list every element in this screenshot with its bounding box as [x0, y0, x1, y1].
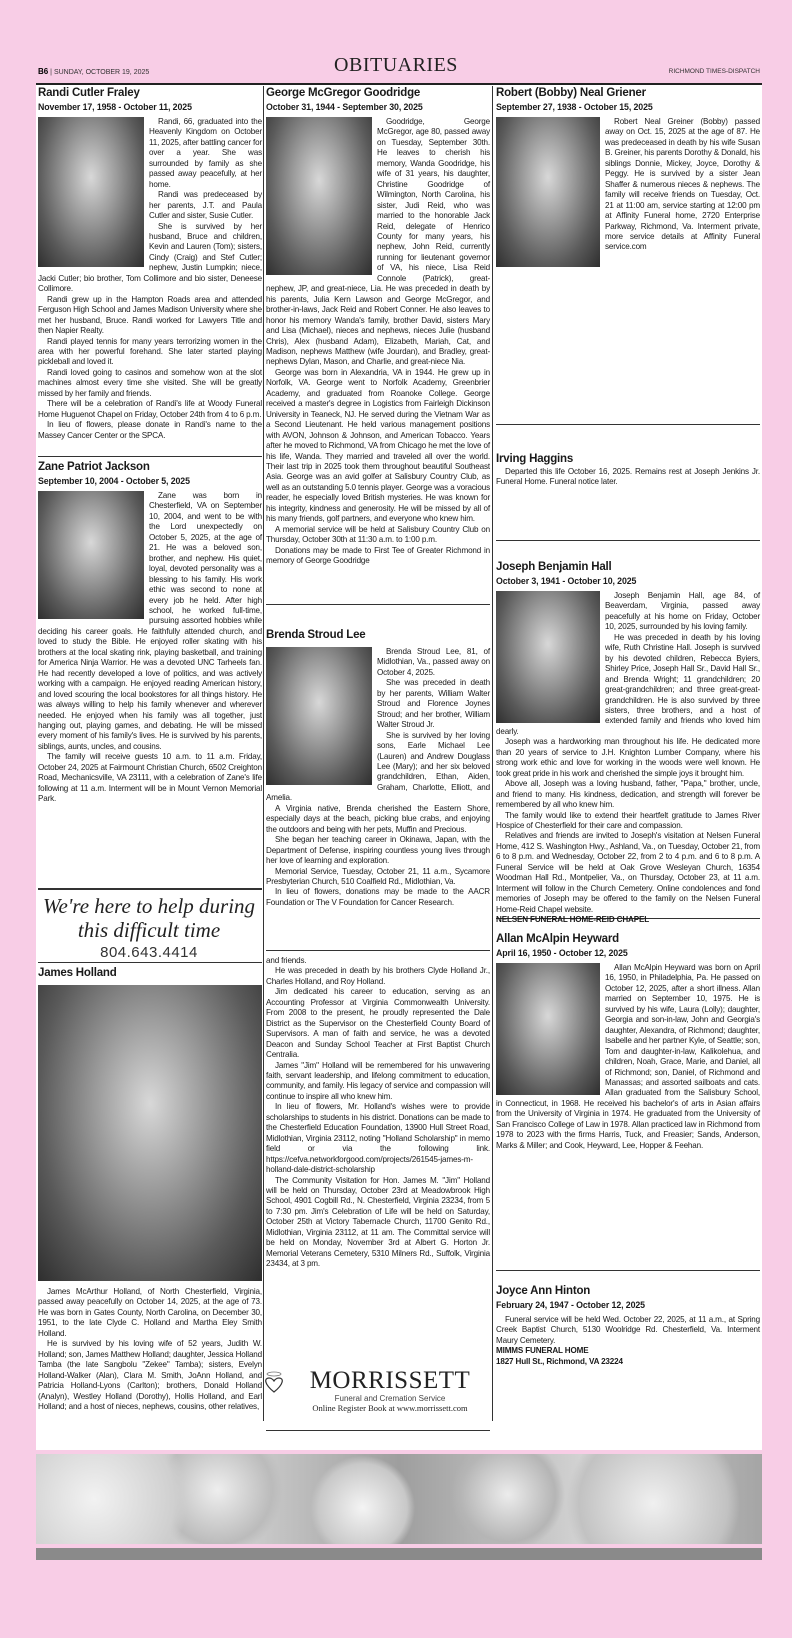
- obituary-dates: September 27, 1938 - October 15, 2025: [496, 102, 653, 112]
- issue-date: SUNDAY, OCTOBER 19, 2025: [53, 69, 150, 76]
- obituary-dates: February 24, 1947 - October 12, 2025: [496, 1300, 645, 1310]
- column-divider: [263, 86, 264, 1421]
- obituary-body: [266, 956, 490, 1270]
- obituary-zane-jackson: [38, 460, 262, 805]
- publication-name: RICHMOND TIMES-DISPATCH: [668, 68, 760, 75]
- section-divider: [496, 1270, 760, 1271]
- obituary-paragraph: Above all, Joseph was a loving husband, father, "Papa," brother, uncle, and friend to many. His kindness, dedication, and strength will forever be remembered by all who knew him.: [496, 779, 760, 810]
- obituary-paragraph: and friends.: [266, 956, 307, 965]
- obituary-brenda-lee: [266, 628, 490, 908]
- obituary-dates: October 3, 1941 - October 10, 2025: [496, 576, 637, 586]
- ad-phone-number: 804.643.4414: [100, 944, 198, 961]
- obituary-name: Robert (Bobby) Neal Griener: [496, 87, 646, 99]
- obituary-joyce-hinton: [496, 1284, 760, 1367]
- obituary-name: Irving Haggins: [496, 453, 574, 465]
- obituary-dates: November 17, 1958 - October 11, 2025: [38, 102, 192, 112]
- section-divider: [266, 950, 490, 951]
- section-divider: [496, 540, 760, 541]
- obituary-paragraph: James McArthur Holland, of North Chesterfield, Virginia, passed away peacefully on October 14, 2025, at the age of 73. He was born in Gates County, North Carolina, on December 30, 1951, to the late Clyde C. Holland and Martha Eley Smith Holland.: [38, 1287, 262, 1338]
- portrait-photo: [496, 117, 600, 267]
- obituary-paragraph: She is survived by her loving sons, Earle Michael Lee (Lauren) and Andrew Douglass Lee (Mary); and her six beloved grandchildren, Ethan, Aiden, Graham, Charlotte, Elliott, and Amelia.: [266, 730, 490, 803]
- portrait-photo: [496, 591, 600, 723]
- section-divider: [496, 424, 760, 425]
- obituary-paragraph: Funeral service will be held Wed. October 22, 2025, at 11 a.m., at Spring Creek Baptist Church, 5130 Woolridge Rd. Chesterfield, Va. Interment Maury Cemetery.: [496, 1315, 760, 1345]
- portrait-photo: [266, 647, 372, 785]
- footer-bar: [36, 1548, 762, 1560]
- obituary-paragraph: Donations may be made to First Tee of Greater Richmond in memory of George Goodridge: [266, 545, 490, 566]
- obituary-name: Joseph Benjamin Hall: [496, 561, 612, 573]
- funeral-home-line: MIMMS FUNERAL HOME: [496, 1346, 589, 1356]
- obituary-paragraph: Departed this life October 16, 2025. Remains rest at Joseph Jenkins Jr. Funeral Home. Funeral notice later.: [496, 467, 760, 487]
- obituary-name: Joyce Ann Hinton: [496, 1285, 591, 1297]
- obituary-paragraph: She was preceded in death by her parents, William Walter Stroud and Florence Joynes Stroud; and her brother, William Walter Stroud Jr.: [377, 678, 490, 730]
- obituary-paragraph: Randi, 66, graduated into the Heavenly Kingdom on October 11, 2025, after battling cancer for over a year. She was surrounded by family as she passed away peacefully, at her home.: [149, 117, 262, 189]
- page-number: B6: [38, 67, 49, 76]
- obituary-paragraph: He is survived by his loving wife of 52 years, Judith W. Holland; son, James Matthew Holland; daughter, Jessica Holland Tamba (the late Sangbolu "Zekee" Tamba); sisters, Evelyn Holland-Walker (Alan), Clara M. Smith, JoAnn Holland, and Patricia Holland-Lyons (Carlton); brothers, Donald Holland (Analyn), Westley Holland (Dorothy), Hollis Holland, and Earl Holland; and a host of nieces, nephews, cousins, other relatives,: [38, 1339, 262, 1411]
- obituary-paragraph: Randi played tennis for many years terrorizing women in the area with her powerful forehand. She later started playing pickleball and loved it.: [38, 336, 262, 367]
- header-rule: [36, 83, 762, 85]
- obituary-paragraph: Randi loved going to casinos and somehow won at the slot machines almost every time she visited. She will be greatly missed by her family and friends.: [38, 367, 262, 398]
- obituary-paragraph: Goodridge, George McGregor, age 80, passed away on Tuesday, September 30th. He leaves to cherish his memory, Wanda Goodridge, his wife of 31 years, his daughter, Christine Goodridge of Wilmington, North Carolina, his sister, Judi Reid, who was married to the honorable Jack Reid, delegate of Henrico County for many years, his nephew, John Reid, currently running for lieutenant governor of VA, his niece, Lisa Reid Connole (Patrick), great-nephew, JP, and great-niece, Lia. He was preceded in death by his parents, Julia Kern Lawson and George McGregor, and brother-in-laws, Jack Reid and Robert Conner. He also leaves to honor his memory Wanda's family, brother David, sisters Mary and Lisa (Michael), nieces and nephews, nieces Julie (husband Chris), Alex (husband Adam), Elizabeth, Mariah, Cat, and Madison, nephews Matthew (wife Jourdan), and Bradley, great-nephews Dylan, Mason, and Charlie, and great-niece Nia.: [266, 117, 490, 367]
- obituary-paragraph: In lieu of flowers, Mr. Holland's wishes were to provide scholarships to students in his district. Donations can be made to the Chesterfield Education Foundation, 13900 Hull Street Road, Midlothian, Virginia 23112, noting "Holland Scholarship" in memo field or via the following link. https://cefva.networkforgood.com/projects/261545-james-m-holland-dale-district-scholarship: [266, 1102, 490, 1175]
- obituary-paragraph: Relatives and friends are invited to Joseph's visitation at Nelsen Funeral Home, 412 S. Washington Hwy., Ashland, Va., on Tuesday, October 21, from 6 to 8 p.m. and Wednesday, October 22, from 2 to 4 p.m. and 6 to 8 p.m. A Funeral Service will be held at Oak Grove Wesleyan Church, 16354 Woodman Hall Rd., Montpelier, Va., on Thursday, October 23, at 11 a.m. Interment will follow in the Church Cemetery. Online condolences and fond memories of Joseph may be offered to the family on the Nelsen Funeral Home-Reid Chapel website.: [496, 831, 760, 914]
- obituary-paragraph: Brenda Stroud Lee, 81, of Midlothian, Va., passed away on October 4, 2025.: [377, 647, 490, 677]
- obituary-name: George McGregor Goodridge: [266, 87, 421, 99]
- portrait-photo: [38, 117, 144, 267]
- column-divider: [492, 86, 493, 1421]
- section-title: OBITUARIES: [334, 54, 458, 76]
- heart-halo-icon: [262, 1370, 286, 1394]
- section-divider: [266, 1430, 490, 1431]
- funeral-home-line: NELSEN FUNERAL HOME-REID CHAPEL: [496, 915, 650, 925]
- obituary-dates: September 10, 2004 - October 5, 2025: [38, 476, 190, 486]
- obituary-paragraph: She is survived by her husband, Bruce and children, Kevin and Lauren (Tom); sisters, Cindy (Craig) and Stef Cutler; nephew, Justin Lumpkin; niece, Jacki Cutler; bio brother, Tom Collimore and bio sister, Deneese Collimore.: [38, 221, 262, 294]
- obituary-name: Allan McAlpin Heyward: [496, 933, 619, 945]
- obituary-paragraph: There will be a celebration of Randi's life at Woody Funeral Home Huguenot Chapel on Friday, October 24th from 4 to 6 p.m.: [38, 399, 262, 419]
- obituary-paragraph: George was born in Alexandria, VA in 1944. He grew up in Norfolk, VA. George went to Norfolk Academy, Greenbrier Academy, and graduated from Roanoke College. George received a master's degree in Logistics from Fairleigh Dickinson University in Teaneck, NJ. He served during the Vietnam War as a Second Lieutenant. He held various management positions with AVON, Johnson & Johnson, and American Tobacco. Years after he moved to Richmond, VA from Chicago he met the love of his life, Wanda. They married and traveled all over the world. Their last trip in 2025 took them throughout beautiful Southeast Asia. George was an avid golfer at Salisbury Country Club, as well as an outstanding 5.0 tennis player. George was a voracious reader, he especially loved British mysteries. He was known for his integrity, kindness and generosity. He will be missed by all of his many friends, golf partners, and everyone who knew him.: [266, 367, 490, 524]
- help-advertisement: [38, 894, 260, 966]
- portrait-photo: [496, 963, 600, 1095]
- obituary-paragraph: Zane was born in Chesterfield, VA on September 10, 2004, and went to be with the Lord unexpectedly on October 5, 2025, at the age of 21. He was a beloved son, brother, and nephew. His quiet, loyal, devoted personality was a blessing to his family. His work ethic was second to none at every job he held. After high school, he worked full-time, pursuing assorted hobbies while deciding his career goals. He faithfully attended church, and loved to study the Bible. He enjoyed roller skating with his brothers at the local skating rink, playing basketball, and training for America Ninja Warrior. He was a devoted UNC Tarheels fan. He had recently developed a love of politics, and was actively working with a campaign. He enjoyed reading American history, and loved scouring the local bookstores for all things history. He was always willing to help his family whenever and wherever needed. He enjoyed when his family was all together, just hanging out, playing games, and debating. He will be missed every moment of his family's lives. He is survived by his parents, siblings, aunts, uncles, and cousins.: [38, 491, 262, 751]
- obituary-name: Randi Cutler Fraley: [38, 87, 140, 99]
- obituary-paragraph: She began her teaching career in Okinawa, Japan, with the Department of Defense, inspiring countless young lives through her love of learning and exploration.: [266, 835, 490, 866]
- section-divider: [38, 456, 262, 457]
- obituary-randi-fraley: [38, 86, 262, 441]
- obituary-paragraph: Randi grew up in the Hampton Roads area and attended Ferguson High School and James Madison University where she met her husband, Bruce. Randi worked for Lawyers Title and then Napier Realty.: [38, 294, 262, 336]
- funeral-home-line: 1827 Hull St., Richmond, VA 23224: [496, 1356, 623, 1366]
- obituary-paragraph: Jim dedicated his career to education, serving as an Accounting Professor at Virginia Commonwealth University. From 2008 to the present, he proudly represented the Dale District as the Supervisor on the Chesterfield County Board of Supervisors. A man of faith and service, he was a devoted Deacon and Sunday School Teacher at First Baptist Church Centralia.: [266, 987, 490, 1060]
- obituary-name: Brenda Stroud Lee: [266, 629, 366, 641]
- obituary-body: [496, 1315, 760, 1346]
- obituary-paragraph: A Virginia native, Brenda cherished the Eastern Shore, especially days at the beach, picking blue crabs, and enjoying the outdoors and being with her pets, Muffin and Precious.: [266, 803, 490, 834]
- portrait-photo: [38, 491, 144, 619]
- ad-headline-line2: this difficult time: [77, 918, 221, 942]
- obituary-paragraph: Joseph Benjamin Hall, age 84, of Beaverdam, Virginia, passed away peacefully at his home on Friday, October 10, 2025, surrounded by his loving family.: [605, 591, 760, 632]
- floral-banner-image: [36, 1454, 762, 1544]
- obituary-paragraph: Randi was predeceased by her parents, J.T. and Paula Cutler and sister, Susie Cutler.: [149, 190, 262, 221]
- obituary-allan-heyward: [496, 932, 760, 1151]
- portrait-photo: [266, 117, 372, 275]
- funeral-home-credit: [496, 915, 760, 925]
- obituary-paragraph: James "Jim" Holland will be remembered for his unwavering faith, servant leadership, and lifelong commitment to education, community, and family. His legacy of service and compassion will continue to inspire all who knew him.: [266, 1060, 490, 1101]
- obituary-paragraph: A memorial service will be held at Salisbury Country Club on Thursday, October 30th at 11:30 a.m. to 1:00 p.m.: [266, 524, 490, 545]
- morrissett-register-link[interactable]: Online Register Book at www.morrissett.com: [312, 1403, 468, 1413]
- obituary-paragraph: Allan McAlpin Heyward was born on April 16, 1950, in Philadelphia, Pa. He passed on October 12, 2025, after a short illness. Allan married on September 10, 1975. He is survived by his wife, Laura (Lolly); daughter, Georgia and son-in-law, John and Georgia's daughter, Alexandra, of Richmond; daughter, Isabelle and her partner Kyle, of Seattle; son, Tom and daughter-in-law, Kalikolehua, and children, Noah, Grace, Marie, and Daniel, all of Richmond; son, Daniel, of Richmond and Manassas; and assorted sailboats and cats. Allan graduated from the Salisbury School, in Connecticut, in 1968. He received his bachelor's of arts in Asian affairs from the University of Virginia in 1974. He graduated from the University of San Francisco College of Law in 1978. Allan practiced law in Richmond from 1978 to 2023 with the firms Harris, Tuck, and Freasier; Sands, Anderson, Marks & Miller; and Cook, Heyward, Lee, Hopper & Feehan.: [496, 963, 760, 1150]
- obituary-paragraph: The Community Visitation for Hon. James M. "Jim" Holland will be held on Thursday, October 23rd at Meadowbrook High School, 4901 Cogbill Rd., N. Chesterfield, Virginia 23234, from 5 to 7:30 pm. Jim's Celebration of Life will be held on Saturday, October 25th at Victory Tabernacle Church, 11700 Genito Rd., Midlothian, Virginia 23112, at 11 am. The Committal service will be held on Monday, November 3rd at Albert G. Horton Jr. Memorial Veterans Cemetery, 5310 Milners Rd., Suffolk, Virginia 23434, at 3 pm.: [266, 1175, 490, 1269]
- obituary-dates: April 16, 1950 - October 12, 2025: [496, 948, 628, 958]
- obituary-robert-griener: [496, 86, 760, 269]
- morrissett-tagline: Funeral and Cremation Service: [334, 1394, 446, 1403]
- obituary-joseph-hall: [496, 560, 760, 926]
- ad-headline-line1: We're here to help during: [42, 894, 256, 918]
- obituary-paragraph: Joseph was a hardworking man throughout his life. He dedicated more than 20 years of service to J.H. Knighton Lumber Company, where his strong work ethic and love for working in the woods were well known. He took great pride in his work and cherished the simple joys it brought him.: [496, 737, 760, 778]
- obituary-body: [496, 467, 760, 488]
- obituary-paragraph: In lieu of flowers, please donate in Randi's name to the Massey Cancer Center or the SPCA.: [38, 420, 262, 440]
- obituary-paragraph: He was preceded in death by his loving wife, Ruth Christine Hall. Joseph is survived by his devoted children, Rebecca Byiers, Shirley Price, Joseph Hall Sr., David Hall Sr., and Brenda Wright; 11 grandchildren; 20 great-grandchildren; and three great-great-grandchildren. He is also survived by three sisters, three brothers, and a host of extended family and friends who loved him dearly.: [496, 632, 760, 736]
- obituary-james-holland: [38, 966, 262, 1412]
- morrissett-advertisement: [290, 1368, 490, 1413]
- funeral-home-credit: [496, 1346, 760, 1367]
- obituary-paragraph: Memorial Service, Tuesday, October 21, 11 a.m., Sycamore Presbyterian Church, 510 Coalfield Rd., Midlothian, Va.: [266, 866, 490, 886]
- obituary-paragraph: The family will receive guests 10 a.m. to 11 a.m. Friday, October 24, 2025 at Fairmount Christian Church, 6502 Creighton Road, Mechanicsville, VA 23111, with a celebration of Zane's life following at 11 a.m. Interment will be in Mount Vernon Memorial Park.: [38, 752, 262, 804]
- obituary-paragraph: The family would like to extend their heartfelt gratitude to James River Hospice of Chesterfield for their care and compassion.: [496, 810, 760, 830]
- obituary-george-goodridge: [266, 86, 490, 566]
- obituary-paragraph: Robert Neal Greiner (Bobby) passed away on Oct. 15, 2025 at the age of 87. He was predeceased in death by his wife Susan B. Greiner, his parents Dorothy & Donald, his siblings Donnie, Mickey, Joyce, Dorothy & Peggy. He is survived by a sister Jean Shaffer & numerous nieces & nephews. The family will receive friends on Tuesday, Oct. 21 at 11:00 am, service starting at 12:00 pm at Affinity Funeral home, 2720 Enterprise Parkway, Richmond, Va. Interment private, more service details at Affinity Funeral service.com: [605, 117, 760, 252]
- section-divider: [38, 888, 262, 890]
- obituary-irving-haggins: [496, 452, 760, 488]
- portrait-photo: [38, 985, 262, 1281]
- morrissett-logo: MORRISSETT: [309, 1367, 471, 1394]
- obituary-paragraph: In lieu of flowers, donations may be made to the AACR Foundation or The V Foundation for Cancer Research.: [266, 887, 490, 907]
- obituary-dates: October 31, 1944 - September 30, 2025: [266, 102, 423, 112]
- page-folio: B6 | SUNDAY, OCTOBER 19, 2025: [38, 67, 150, 76]
- obituary-name: Zane Patriot Jackson: [38, 461, 150, 473]
- obituary-name: James Holland: [38, 967, 117, 979]
- section-divider: [266, 604, 490, 605]
- obituary-paragraph: He was preceded in death by his brothers Clyde Holland Jr., Charles Holland, and Roy Holland.: [266, 966, 490, 986]
- obituary-body: [38, 1287, 262, 1412]
- obituary-james-holland-continued: [266, 956, 490, 1270]
